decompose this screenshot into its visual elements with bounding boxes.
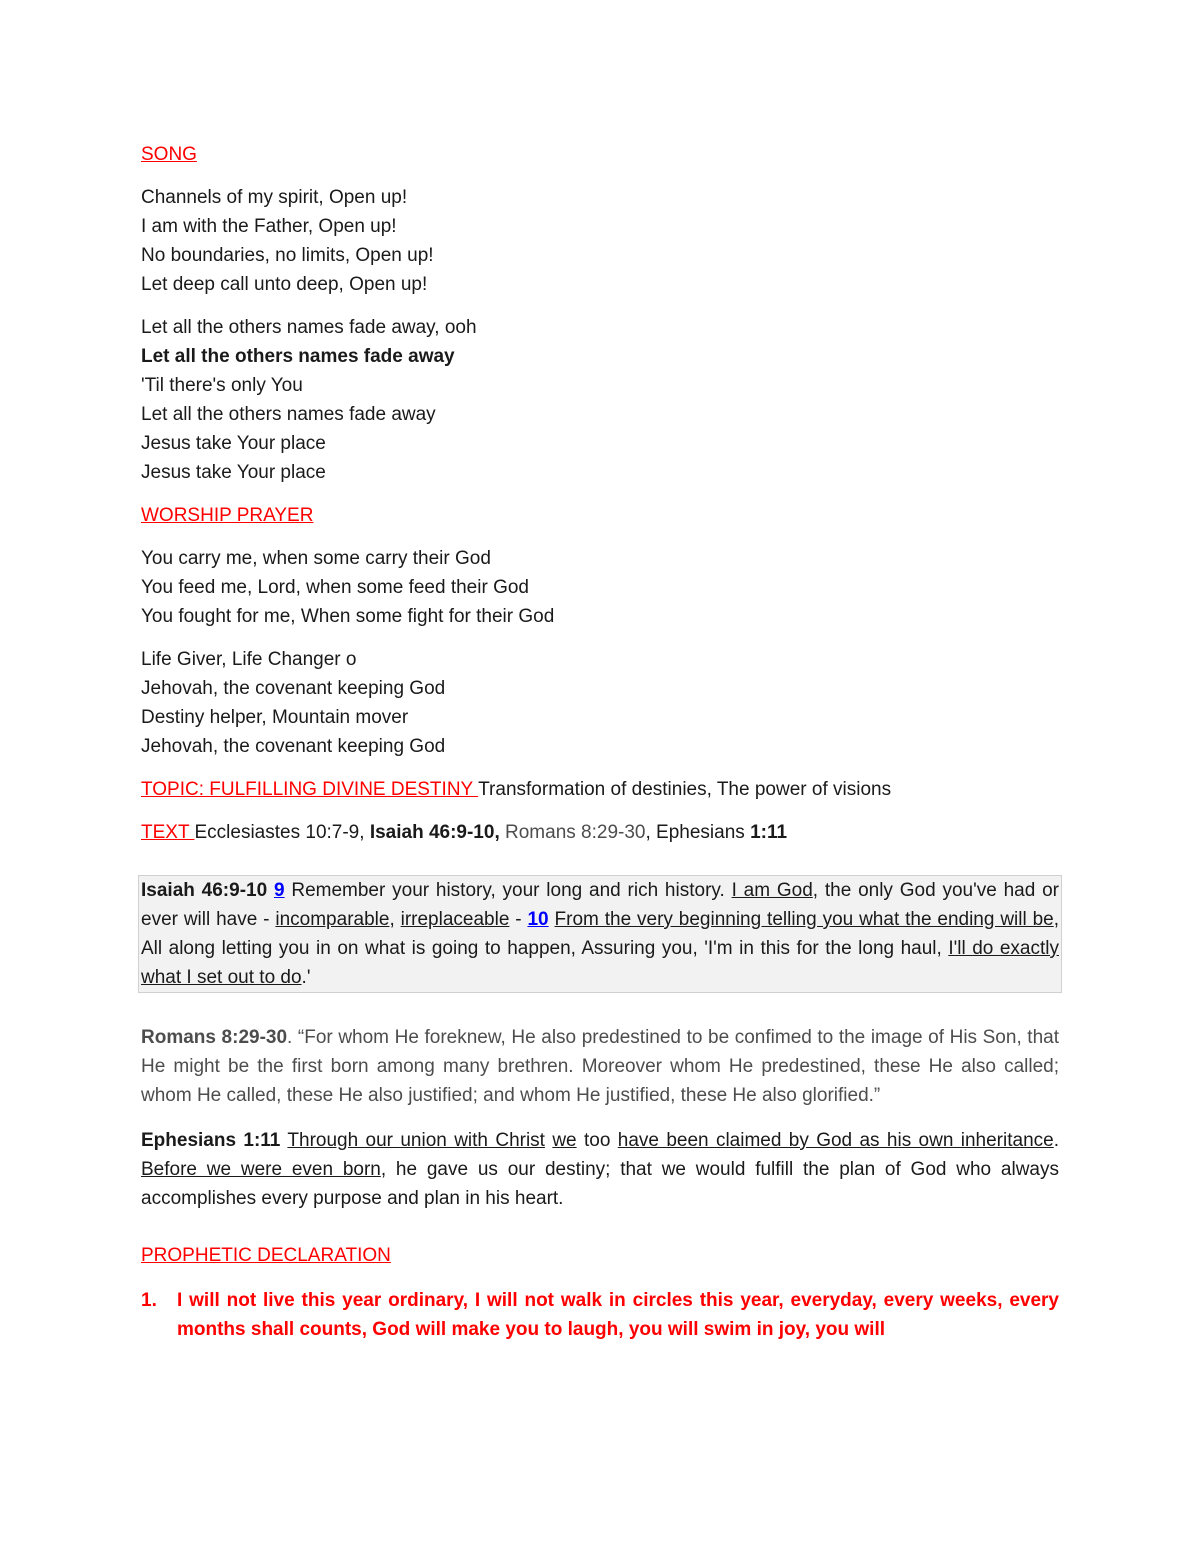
prayer-line: Jehovah, the covenant keeping God [141,678,446,699]
lyric-line: No boundaries, no limits, Open up! [141,245,434,266]
prayer-verse-2 [141,645,1059,761]
lyric-line: Let all the others names fade away [141,404,436,425]
lyric-line: Jesus take Your place [141,462,326,483]
song-heading: SONG [141,144,197,165]
declaration-text: I will not live this year ordinary, I will not walk in circles this year, everyday, every weeks, every months shall counts, God will make you to laugh, you will swim in joy, you will [177,1290,1059,1340]
verse-link-9[interactable]: 9 [273,880,285,901]
prayer-line: You fought for me, When some fight for their God [141,606,555,627]
lyric-line: Let deep call unto deep, Open up! [141,274,428,295]
list-number: 1. [141,1290,157,1311]
topic-line [141,775,1059,804]
ephesians-passage: Ephesians 1:11 Through our union with Christ we too have been claimed by God as his own inheritance. Before we were even born, he gave us our destiny; that we would fulfill the plan of God who always accomplishes every purpose and plan in his heart. [141,1130,1059,1209]
prayer-line: You feed me, Lord, when some feed their God [141,577,529,598]
list-item [141,1286,1059,1344]
text-references: TEXT Ecclesiastes 10:7-9, Isaiah 46:9-10, Romans 8:29-30, Ephesians 1:11 [141,822,788,843]
lyric-line: Let all the others names fade away, ooh [141,317,477,338]
prayer-line: Jehovah, the covenant keeping God [141,736,446,757]
lyric-line: Jesus take Your place [141,433,326,454]
topic-label: TOPIC: FULFILLING DIVINE DESTINY [141,779,479,800]
lyric-line: I am with the Father, Open up! [141,216,397,237]
prayer-verse-1 [141,544,1059,631]
prayer-line: Life Giver, Life Changer o [141,649,357,670]
topic-text: Transformation of destinies, The power of visions [478,779,892,800]
romans-passage: Romans 8:29-30. “For whom He foreknew, He also predestined to be confimed to the image of His Son, that He might be the first born among many brethren. Moreover whom He predestined, these He also called; whom He called, these He also justified; and whom He justified, these He also glorified.” [141,1027,1059,1106]
text-label: TEXT [141,822,195,843]
song-verse-1 [141,183,1059,299]
worship-prayer-heading: WORSHIP PRAYER [141,505,314,526]
lyric-line: Channels of my spirit, Open up! [141,187,408,208]
prayer-line: Destiny helper, Mountain mover [141,707,409,728]
declaration-list [141,1286,1059,1344]
document-page [141,140,1059,1344]
isaiah-passage: Isaiah 46:9-10 9 Remember your history, your long and rich history. I am God, the only God you've had or ever will have - incomparable, irreplaceable - 10 From the very beginning telling you what the ending will be, All along letting you in on what is going to happen, Assuring you, 'I'm in this for the long haul, I'll do exactly what I set out to do.' [138,875,1062,993]
prophetic-heading: PROPHETIC DECLARATION [141,1245,391,1266]
song-verse-2 [141,313,1059,487]
lyric-line: 'Til there's only You [141,375,303,396]
prayer-line: You carry me, when some carry their God [141,548,491,569]
verse-link-10[interactable]: 10 [527,909,549,930]
lyric-line: Let all the others names fade away [141,346,455,367]
